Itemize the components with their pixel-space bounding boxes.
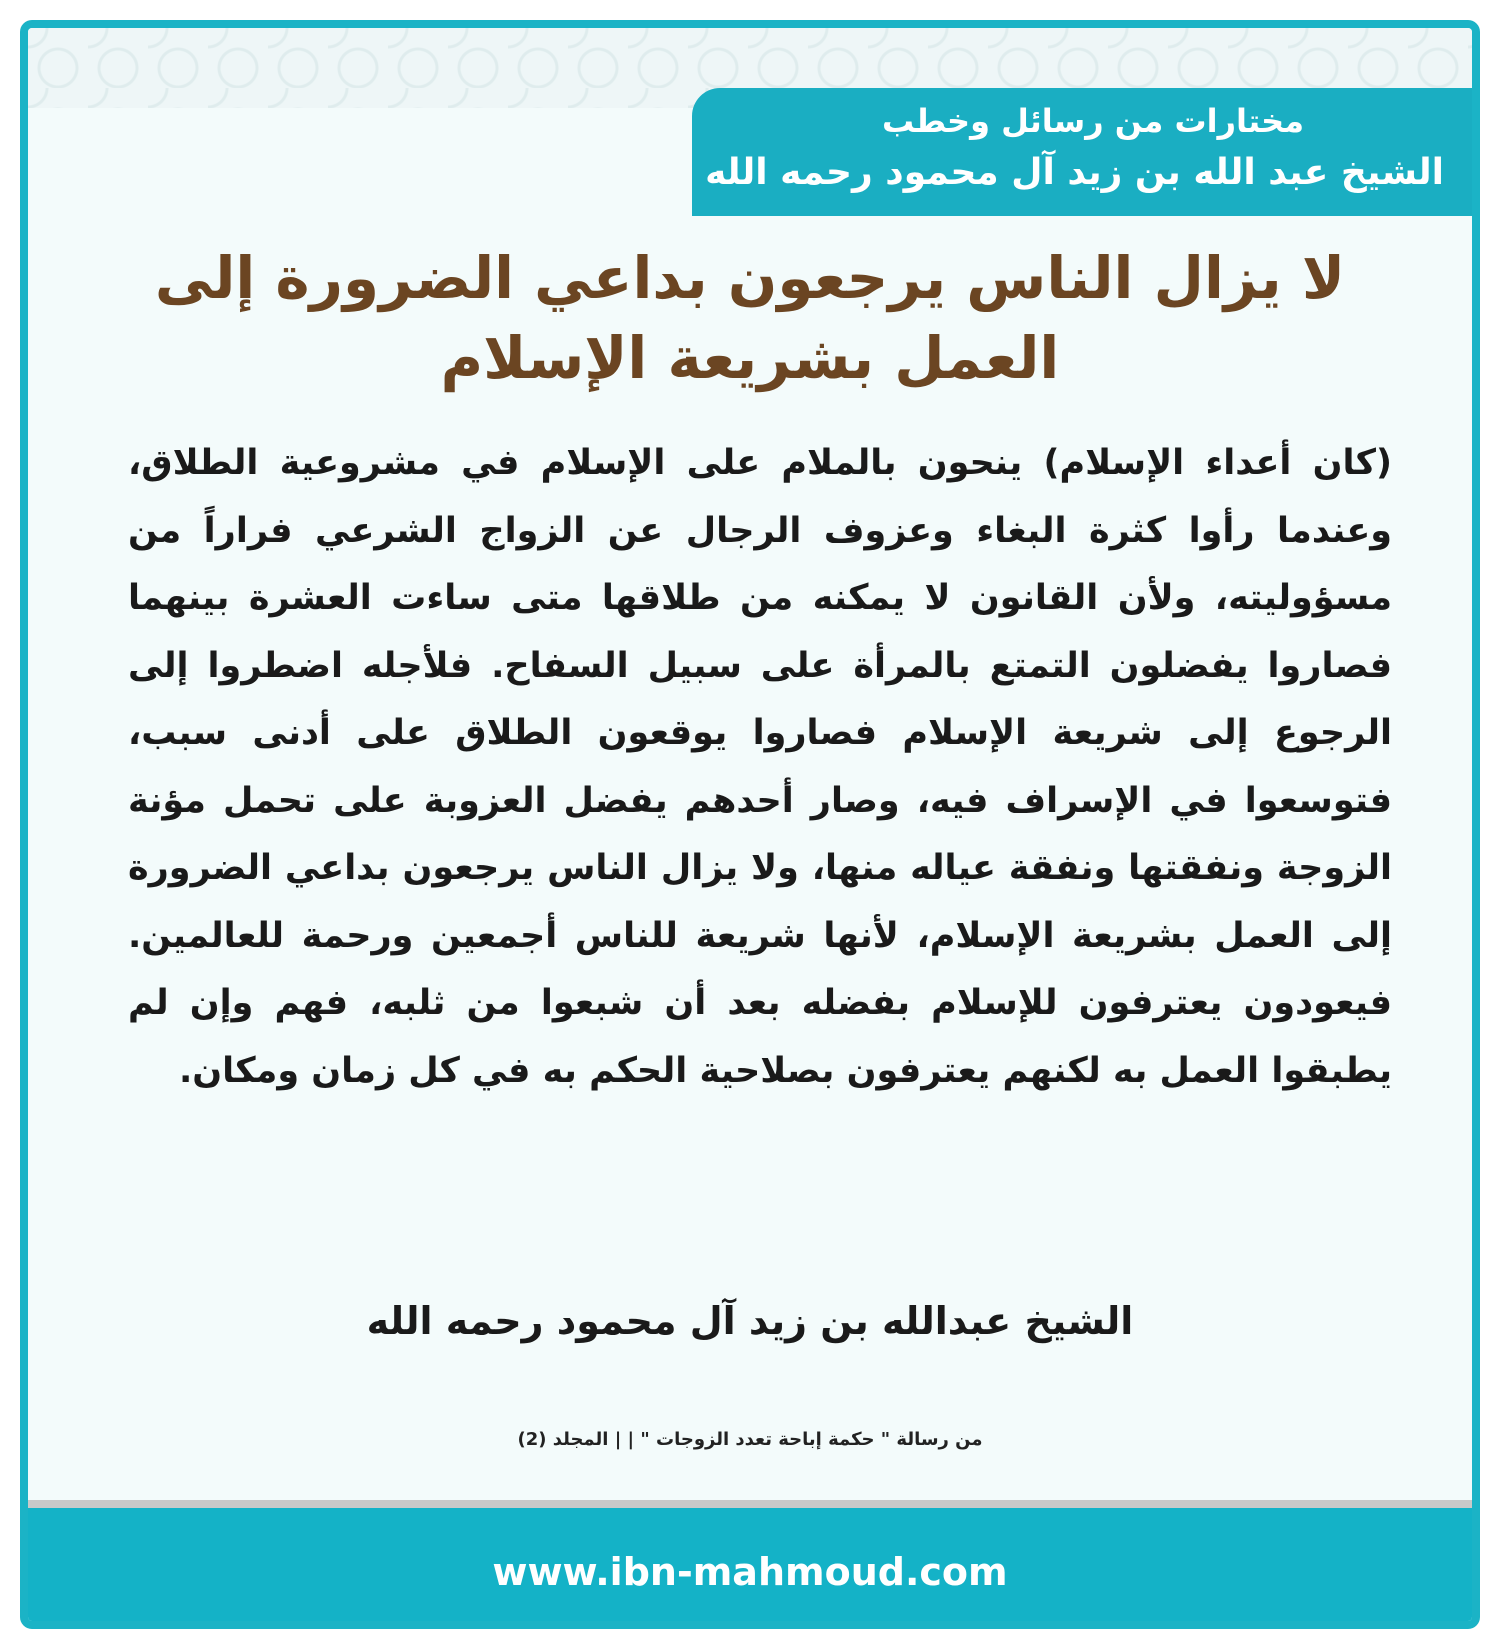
header-author: الشيخ عبد الله بن زيد آل محمود رحمه الله [705, 152, 1444, 193]
page-frame [20, 20, 1480, 1629]
source-citation: من رسالة " حكمة إباحة تعدد الزوجات " | | المجلد (2) [517, 1429, 983, 1450]
header-band [692, 88, 1472, 216]
author-signature: الشيخ عبدالله بن زيد آل محمود رحمه الله [366, 1299, 1134, 1343]
website-link[interactable]: www.ibn-mahmoud.com [492, 1550, 1008, 1594]
header-subtitle: مختارات من رسائل وخطب [881, 102, 1304, 140]
divider [28, 1500, 1472, 1508]
page-title: لا يزال الناس يرجعون بداعي الضرورة إلى العمل بشريعة الإسلام [154, 244, 1346, 392]
body-paragraph: (كان أعداء الإسلام) ينحون بالملام على الإسلام في مشروعية الطلاق، وعندما رأوا كثرة البغاء وعزوف الرجال عن الزواج الشرعي فراراً من مسؤوليته، ولأن القانون لا يمكنه من طلاقها متى ساءت العشرة بينهما فصاروا يفضلون التمتع بالمرأة على سبيل السفاح. فلأجله اضطروا إلى الرجوع إلى شريعة الإسلام فصاروا يوقعون الطلاق على أدنى سبب، فتوسعوا في الإسراف فيه، وصار أحدهم يفضل العزوبة على تحمل مؤنة الزوجة ونفقتها ونفقة عياله منها، ولا يزال الناس يرجعون بداعي الضرورة إلى العمل بشريعة الإسلام، لأنها شريعة للناس أجمعين ورحمة للعالمين. فيعودون يعترفون للإسلام بفضله بعد أن شبعوا من ثلبه، فهم وإن لم يطبقوا العمل به لكنهم يعترفون بصلاحية الحكم به في كل زمان ومكان. [128, 443, 1392, 1091]
footer-bar [28, 1508, 1472, 1621]
